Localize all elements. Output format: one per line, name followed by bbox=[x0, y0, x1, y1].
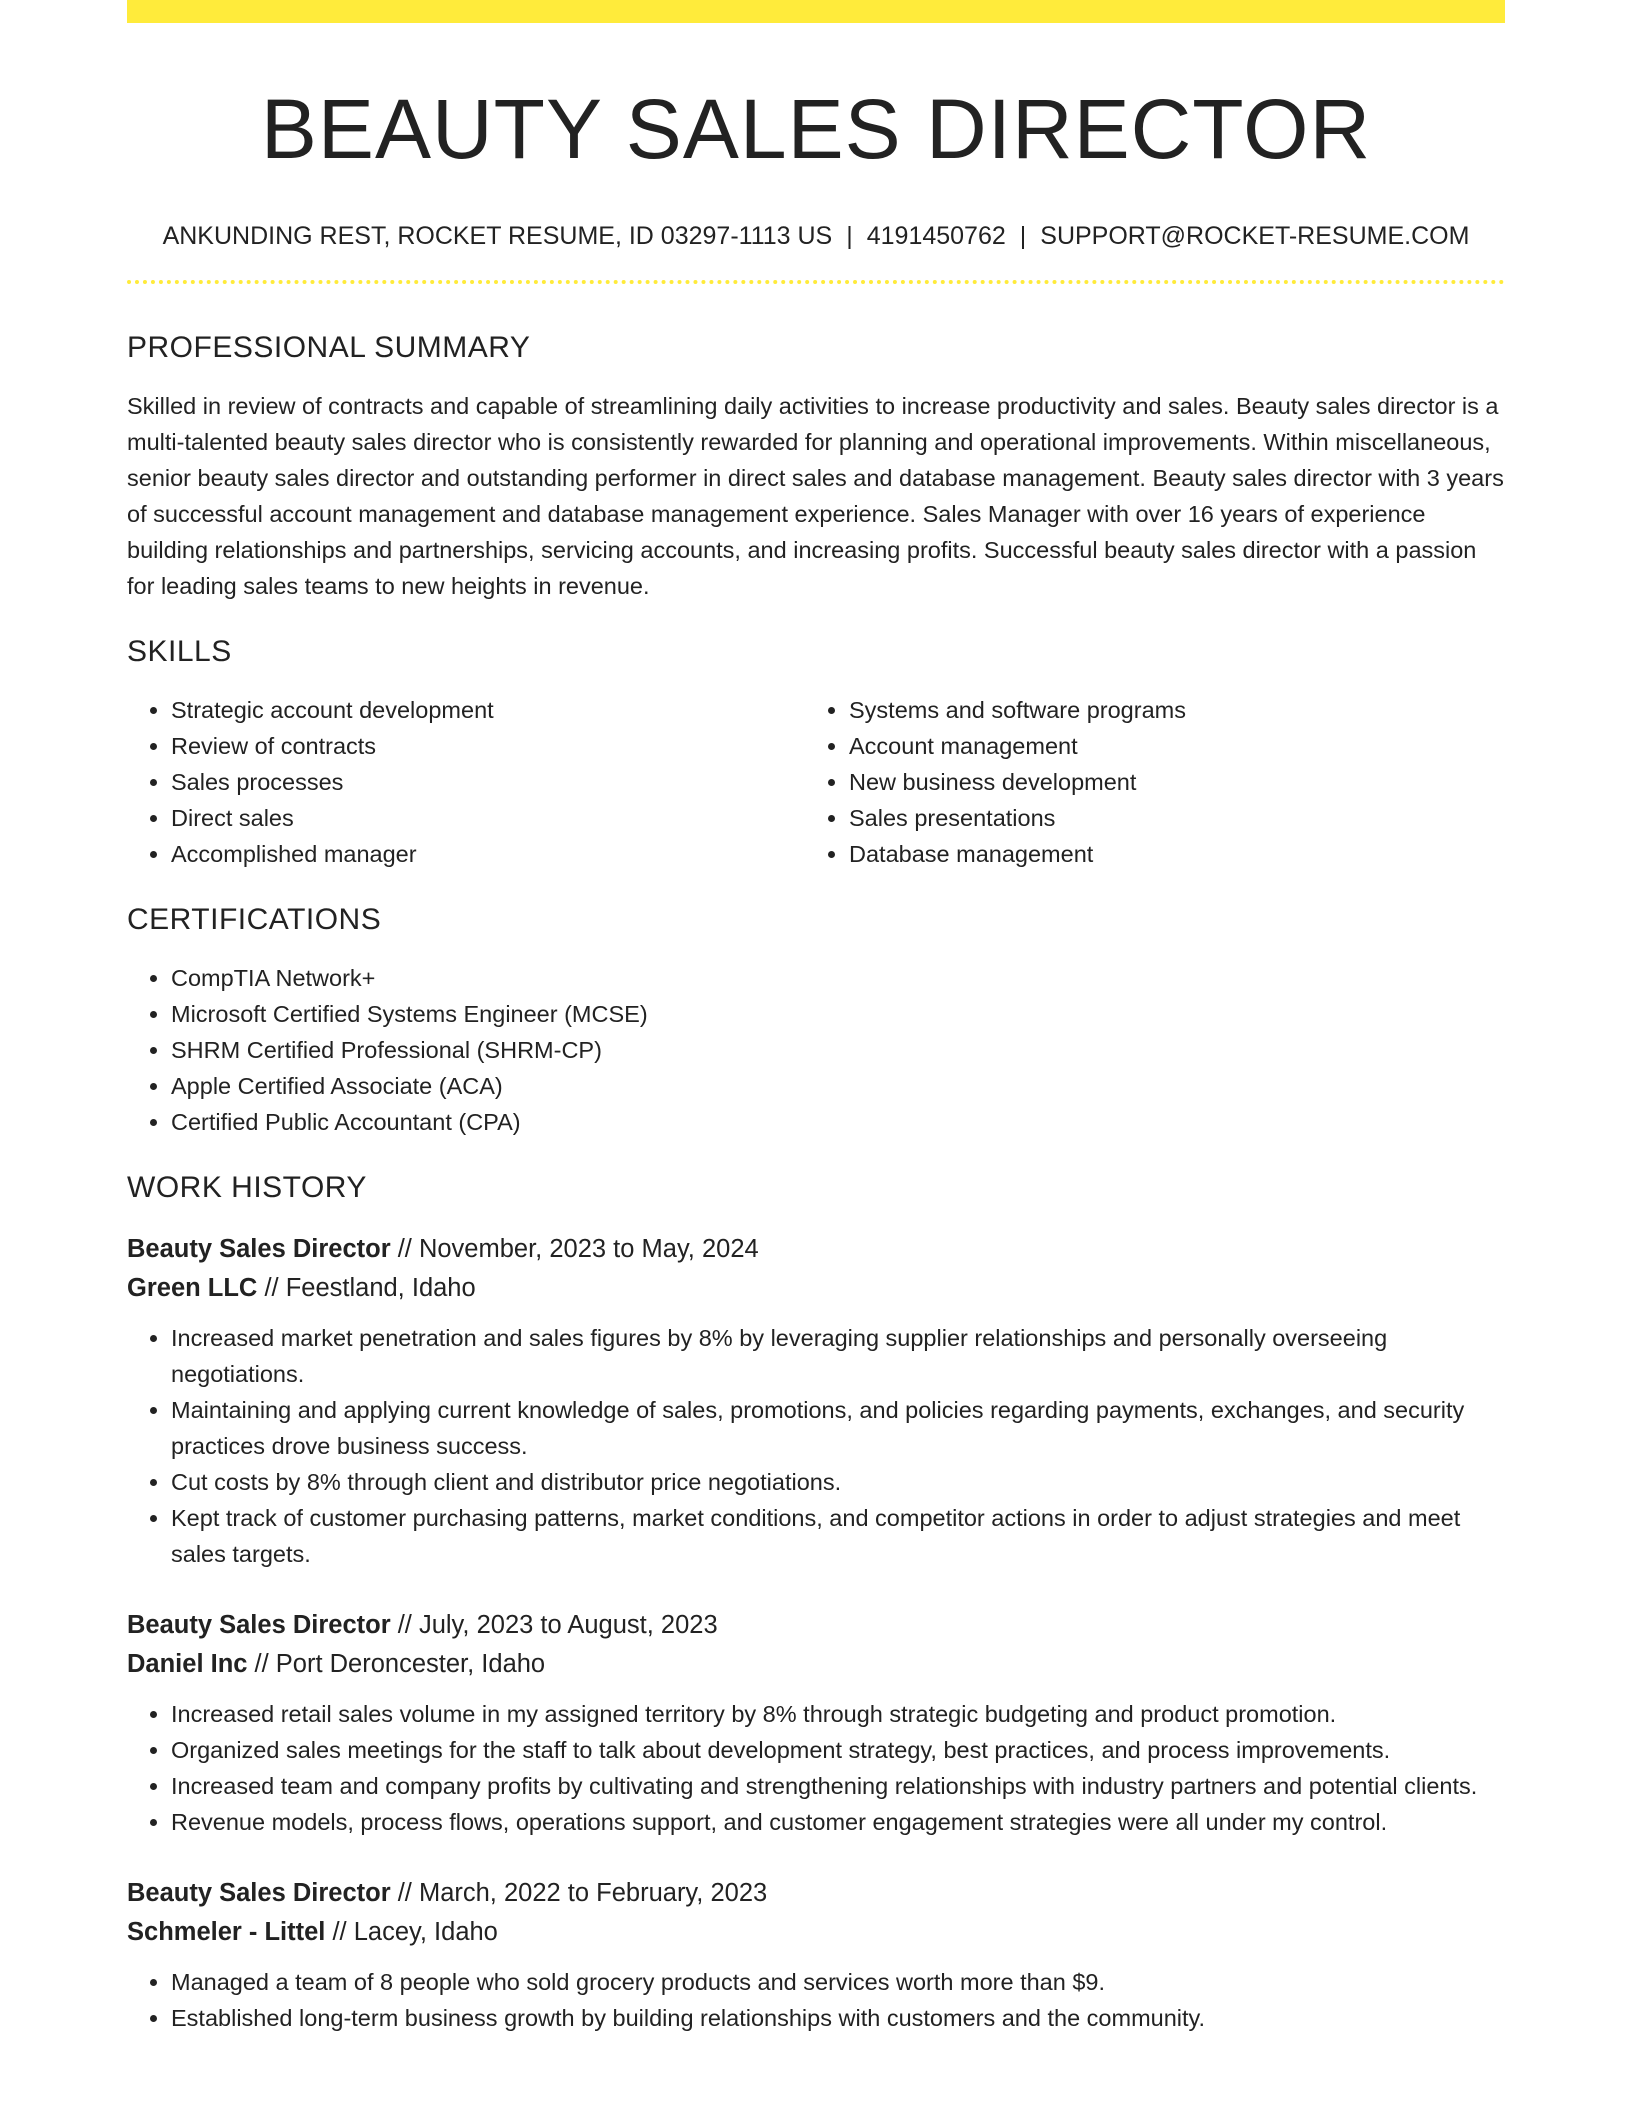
job-bullets bbox=[127, 1964, 1505, 2036]
skill-item: • Sales presentations bbox=[849, 800, 1483, 836]
job-company-line bbox=[127, 1645, 1505, 1684]
job-bullet: • Organized sales meetings for the staff to talk about development strategy, best practices, and process improvements. bbox=[171, 1732, 1505, 1768]
job-company: Daniel Inc bbox=[127, 1650, 248, 1679]
skill-item: • Systems and software programs bbox=[849, 692, 1483, 728]
skills-grid bbox=[127, 692, 1505, 872]
job-role: Beauty Sales Director bbox=[127, 1235, 391, 1264]
job-dates: // March, 2022 to February, 2023 bbox=[390, 1879, 768, 1908]
job-bullets bbox=[127, 1696, 1505, 1840]
certification-item: • Certified Public Accountant (CPA) bbox=[171, 1104, 1505, 1140]
contact-separator: | bbox=[1019, 221, 1027, 250]
contact-address: ANKUNDING REST, ROCKET RESUME, ID 03297-1113 US bbox=[162, 221, 833, 250]
job-bullet: • Maintaining and applying current knowledge of sales, promotions, and policies regarding payments, exchanges, and security practices drove business success. bbox=[171, 1392, 1505, 1464]
skills-heading: SKILLS bbox=[127, 635, 232, 669]
job-entry bbox=[127, 1606, 1505, 1840]
job-bullet: • Revenue models, process flows, operations support, and customer engagement strategies were all under my control. bbox=[171, 1804, 1505, 1840]
skill-item: • Accomplished manager bbox=[171, 836, 805, 872]
job-location: // Port Deroncester, Idaho bbox=[247, 1650, 546, 1679]
certifications-list bbox=[127, 960, 1505, 1140]
job-entry bbox=[127, 1230, 1505, 1572]
resume-title: BEAUTY SALES DIRECTOR bbox=[260, 82, 1372, 176]
job-dates: // November, 2023 to May, 2024 bbox=[390, 1235, 759, 1264]
job-entry bbox=[127, 1874, 1505, 2036]
contact-line bbox=[127, 220, 1505, 253]
job-bullet: • Kept track of customer purchasing patterns, market conditions, and competitor actions in order to adjust strategies and meet sales targets. bbox=[171, 1500, 1505, 1572]
certification-item: • CompTIA Network+ bbox=[171, 960, 1505, 996]
top-accent-bar bbox=[127, 0, 1505, 23]
skills-list-left bbox=[127, 692, 805, 872]
job-bullet: • Increased team and company profits by cultivating and strengthening relationships with industry partners and potential clients. bbox=[171, 1768, 1505, 1804]
certification-item: • Microsoft Certified Systems Engineer (MCSE) bbox=[171, 996, 1505, 1032]
job-location: // Lacey, Idaho bbox=[325, 1918, 498, 1947]
contact-separator: | bbox=[846, 221, 853, 250]
skill-item: • Sales processes bbox=[171, 764, 805, 800]
skill-item: • Strategic account development bbox=[171, 692, 805, 728]
skill-item: • Direct sales bbox=[171, 800, 805, 836]
certification-item: • Apple Certified Associate (ACA) bbox=[171, 1068, 1505, 1104]
job-company: Schmeler - Littel bbox=[127, 1918, 326, 1947]
job-role: Beauty Sales Director bbox=[127, 1879, 391, 1908]
job-bullet: • Cut costs by 8% through client and distributor price negotiations. bbox=[171, 1464, 1505, 1500]
job-dates: // July, 2023 to August, 2023 bbox=[390, 1611, 718, 1640]
work-history-heading: WORK HISTORY bbox=[127, 1171, 367, 1205]
job-bullet: • Managed a team of 8 people who sold grocery products and services worth more than $9. bbox=[171, 1964, 1505, 2000]
skill-item: • Database management bbox=[849, 836, 1483, 872]
contact-email: SUPPORT@ROCKET-RESUME.COM bbox=[1040, 221, 1470, 250]
job-company: Green LLC bbox=[127, 1274, 258, 1303]
job-role-line bbox=[127, 1230, 1505, 1269]
job-location: // Feestland, Idaho bbox=[257, 1274, 476, 1303]
summary-text: Skilled in review of contracts and capable of streamlining daily activities to increase productivity and sales. Beauty sales director is a multi-talented beauty sales director who is consistently rewarded for planning and operational improvements. Within miscellaneous, senior beauty sales director and outstanding performer in direct sales and database management. Beauty sales director with 3 years of successful account management and database management experience. Sales Manager with over 16 years of experience building relationships and partnerships, servicing accounts, and increasing profits. Successful beauty sales director with a passion for leading sales teams to new heights in revenue. bbox=[127, 393, 1504, 600]
job-bullet: • Established long-term business growth by building relationships with customers and the community. bbox=[171, 2000, 1505, 2036]
contact-phone: 4191450762 bbox=[866, 221, 1006, 250]
skill-item: • Account management bbox=[849, 728, 1483, 764]
skills-list-right bbox=[805, 692, 1483, 872]
job-bullet: • Increased market penetration and sales figures by 8% by leveraging supplier relationships and personally overseeing negotiations. bbox=[171, 1320, 1505, 1392]
resume-page bbox=[127, 0, 1505, 2036]
job-role: Beauty Sales Director bbox=[127, 1611, 391, 1640]
job-company-line bbox=[127, 1913, 1505, 1952]
job-bullet: • Increased retail sales volume in my assigned territory by 8% through strategic budgeting and product promotion. bbox=[171, 1696, 1505, 1732]
summary-heading: PROFESSIONAL SUMMARY bbox=[127, 331, 531, 365]
header-divider bbox=[127, 280, 1505, 284]
skill-item: • New business development bbox=[849, 764, 1483, 800]
skill-item: • Review of contracts bbox=[171, 728, 805, 764]
certifications-heading: CERTIFICATIONS bbox=[127, 903, 382, 937]
job-role-line bbox=[127, 1606, 1505, 1645]
job-bullets bbox=[127, 1320, 1505, 1572]
job-company-line bbox=[127, 1269, 1505, 1308]
job-role-line bbox=[127, 1874, 1505, 1913]
certification-item: • SHRM Certified Professional (SHRM-CP) bbox=[171, 1032, 1505, 1068]
